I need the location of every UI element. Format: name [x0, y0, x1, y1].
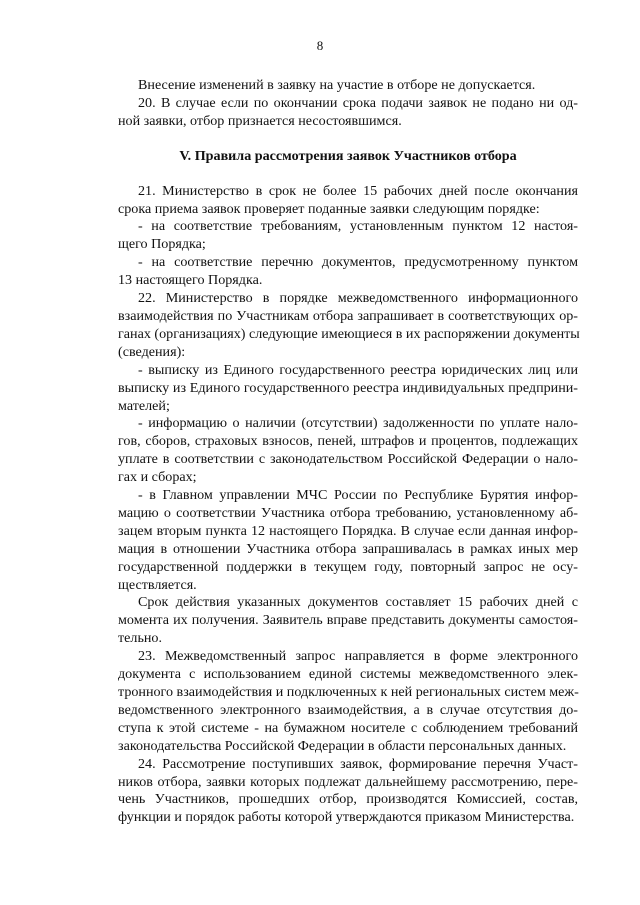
text-line: ведомственного электронного взаимодействия, а в случае отсутствия до-	[118, 701, 578, 718]
text-line: 22. Министерство в порядке межведомственного информационного	[138, 290, 578, 307]
text-line: функции и порядок работы которой утверждаются приказом Министерства.	[118, 809, 575, 826]
text-line: - выписку из Единого государственного реестра юридических лиц или	[138, 361, 578, 378]
text-line: - на соответствие требованиям, установленным пунктом 12 настоя-	[138, 218, 578, 235]
text-line: зацем вторым пункта 12 настоящего Порядка. В случае если данная инфор-	[118, 522, 578, 539]
text-line: - на соответствие перечню документов, предусмотренному пунктом	[138, 254, 578, 271]
text-line: 23. Межведомственный запрос направляется в форме электронного	[138, 648, 578, 665]
text-line: (сведения):	[118, 343, 186, 360]
text-line: Срок действия указанных документов составляет 15 рабочих дней с	[138, 594, 578, 611]
paragraph	[118, 290, 578, 362]
page-number: 8	[316, 38, 324, 53]
text-line: тронного взаимодействия и подключенных к ней региональных систем меж-	[118, 684, 579, 700]
text-line: законодательства Российской Федерации в области персональных данных.	[118, 737, 567, 754]
text-line: ников отбора, заявки которых подлежат дальнейшему рассмотрению, пере-	[118, 773, 578, 790]
text-line: мацию о соответствии Участника отбора требованию, установленному аб-	[118, 504, 578, 521]
paragraph	[118, 362, 578, 416]
text-line: - в Главном управлении МЧС России по Республике Бурятия инфор-	[138, 487, 578, 504]
text-line: тельно.	[118, 630, 162, 647]
text-line: гов, сборов, страховых взносов, пеней, штрафов и процентов, подлежащих	[118, 433, 578, 450]
text-line: уплате в соответствии с законодательством Российской Федерации о нало-	[118, 451, 578, 468]
text-line: 13 настоящего Порядка.	[118, 272, 263, 289]
text-line: гах и сборах;	[118, 469, 197, 486]
text-line: 20. В случае если по окончании срока подачи заявок не подано ни од-	[138, 94, 578, 111]
paragraph	[118, 95, 578, 131]
paragraph	[118, 756, 578, 828]
text-line: Внесение изменений в заявку на участие в отборе не допускается.	[138, 77, 536, 93]
text-line: документа с использованием единой системы межведомственного элек-	[118, 666, 578, 683]
text-line: мателей;	[118, 397, 170, 414]
text-line: чень Участников, прошедших отбор, производятся Комиссией, состав,	[118, 791, 578, 808]
text-line: ществляется.	[118, 576, 197, 593]
paragraph	[118, 254, 578, 290]
paragraph	[118, 648, 578, 755]
text-line: ной заявки, отбор признается несостоявшимся.	[118, 112, 402, 129]
text-line: взаимодействия по Участникам отбора запрашивает в соответствующих ор-	[118, 307, 578, 324]
text-line: 24. Рассмотрение поступивших заявок, формирование перечня Участ-	[138, 755, 578, 772]
text-line: ганах (организациях) следующие имеющиеся в их распоряжении документы	[118, 325, 580, 342]
paragraph	[118, 594, 578, 648]
text-line: - информацию о наличии (отсутствии) задолженности по уплате нало-	[138, 415, 578, 432]
text-line: ступа к этой системе - на бумажном носителе с соблюдением требований	[118, 719, 578, 736]
text-line: государственной поддержки в текущем году, повторный запрос не осу-	[118, 558, 578, 575]
paragraph	[118, 77, 578, 95]
text-line: мация в отношении Участника отбора запрашивалась в рамках иных мер	[118, 540, 578, 557]
text-line: срока приема заявок проверяет поданные заявки следующим порядке:	[118, 200, 540, 217]
text-line: 21. Министерство в срок не более 15 рабочих дней после окончания	[138, 182, 578, 199]
text-line: момента их получения. Заявитель вправе представить документы самостоя-	[118, 612, 578, 629]
text-line: щего Порядка;	[118, 236, 206, 253]
text-line: выписку из Единого государственного реестра индивидуальных предприни-	[118, 379, 578, 396]
paragraph	[118, 218, 578, 254]
paragraph	[118, 487, 578, 594]
paragraph	[118, 183, 578, 219]
document-body	[118, 77, 578, 827]
paragraph	[118, 415, 578, 487]
section-heading: V. Правила рассмотрения заявок Участников отбора	[179, 147, 517, 164]
